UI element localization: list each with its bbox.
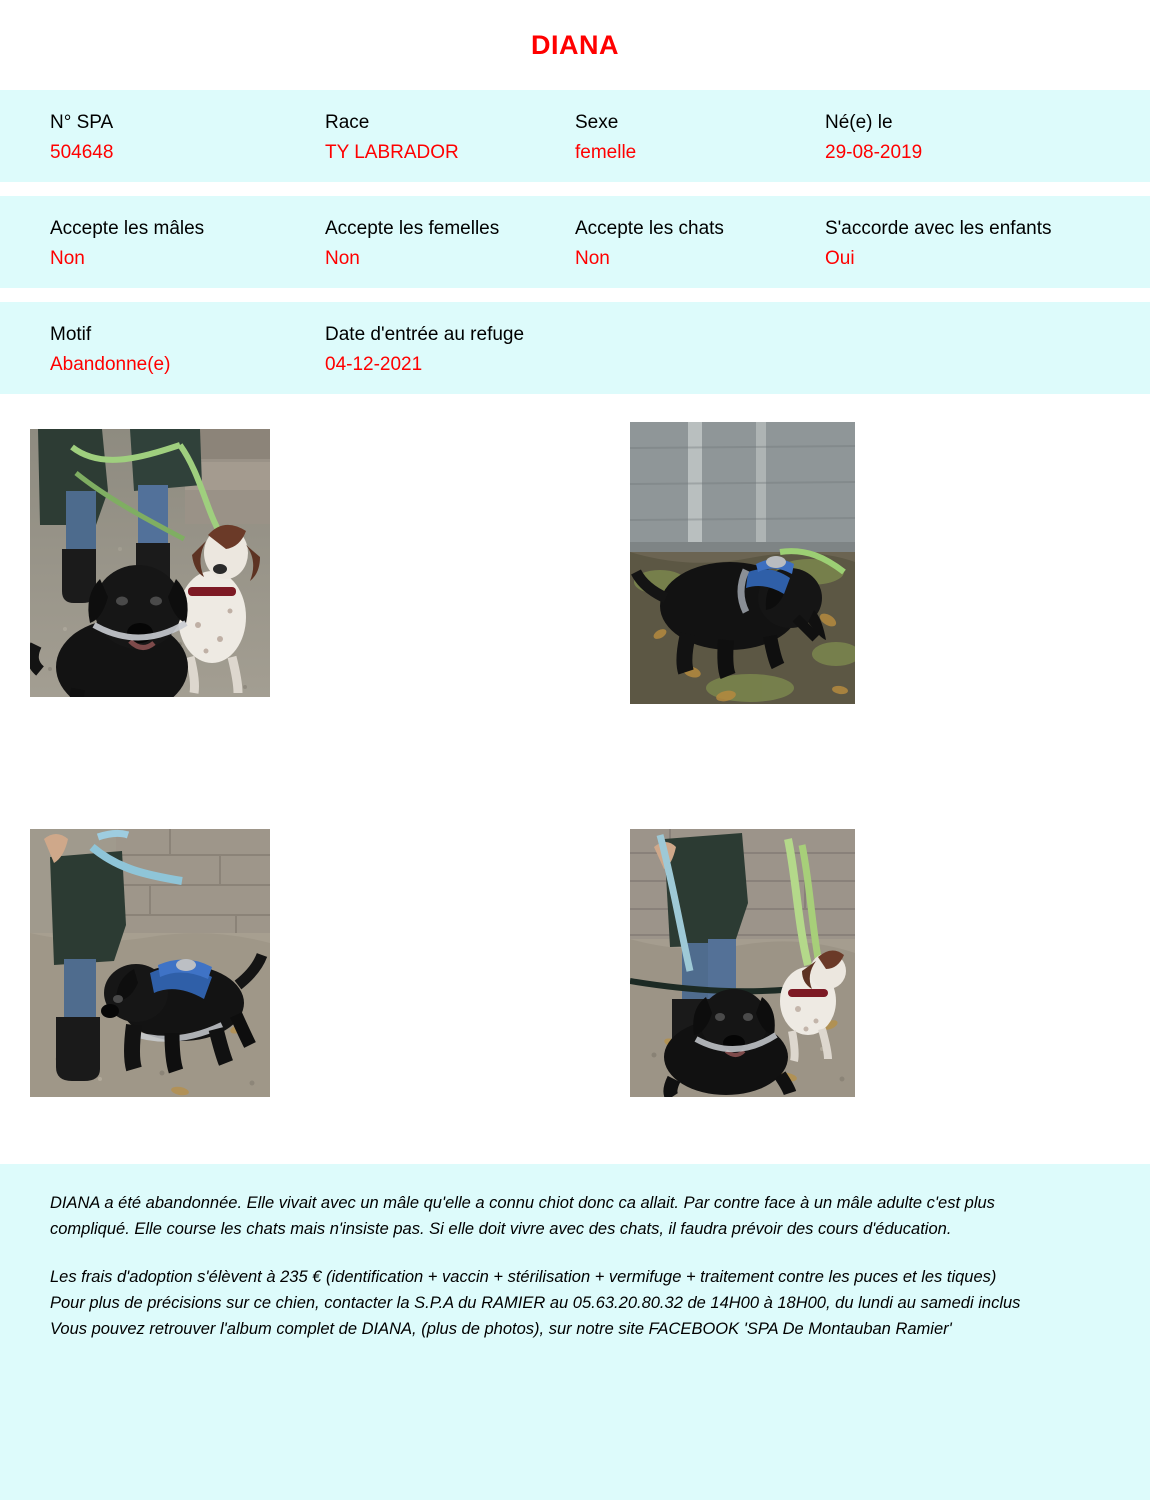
info-cell-spa-number [0,90,275,182]
photo-black-dog-lying-with-handler [630,829,855,1097]
info-row-1 [0,90,1150,182]
value-spa-number: 504648 [50,142,114,163]
description-p1-line2: compliqué. Elle course les chats mais n'insiste pas. Si elle doit vivre avec des chats, il faudra prévoir des cours d'éducation. [50,1220,952,1238]
value-shelter-entry-date: 04-12-2021 [325,354,423,375]
title-bar [0,0,1150,90]
info-cell-good-with-children [825,196,1100,288]
label-accepts-females: Accepte les femelles [325,218,500,239]
photo-4-image [630,829,855,1097]
info-cell-accepts-females [275,196,550,288]
info-cell-accepts-males [0,196,275,288]
page-title: DIANA [531,29,619,60]
info-cell-empty-1 [550,302,825,394]
info-cell-shelter-entry-date [275,302,550,394]
info-row-2 [0,196,1150,288]
value-birthdate: 29-08-2019 [825,142,923,163]
value-accepts-females: Non [325,248,360,269]
label-shelter-entry-date: Date d'entrée au refuge [325,324,525,345]
value-breed: TY LABRADOR [325,142,459,163]
description-p1-line1: DIANA a été abandonnée. Elle vivait avec un mâle qu'elle a connu chiot donc ca allait. Par contre face à un mâle adulte c'est plus [50,1194,995,1212]
photo-2-image [630,422,855,704]
value-sex: femelle [575,142,637,163]
info-cell-reason [0,302,275,394]
description-block [0,1164,1150,1382]
value-accepts-males: Non [50,248,85,269]
row-separator-2 [0,288,1150,302]
info-cell-accepts-cats [550,196,825,288]
info-table [0,90,1150,394]
photo-1-image [30,429,270,697]
info-cell-birthdate [825,90,1100,182]
photo-black-dog-blue-harness [30,829,270,1097]
photo-gallery [0,394,1150,1164]
info-cell-empty-2 [825,302,1100,394]
info-cell-breed [275,90,550,182]
label-accepts-males: Accepte les mâles [50,218,205,239]
label-good-with-children: S'accorde avec les enfants [825,218,1052,239]
value-good-with-children: Oui [825,248,855,269]
description-spacer [50,1242,1100,1264]
label-sex: Sexe [575,112,619,133]
row-separator-1 [0,182,1150,196]
label-accepts-cats: Accepte les chats [575,218,724,239]
value-reason: Abandonne(e) [50,354,171,375]
photo-black-dog-sniffing-leaves [630,422,855,704]
info-row-3 [0,302,1150,394]
label-birthdate: Né(e) le [825,112,893,133]
description-p2-line2: Pour plus de précisions sur ce chien, contacter la S.P.A du RAMIER au 05.63.20.80.32 de 14H00 à 18H00, du lundi au samedi inclus [50,1294,1021,1312]
photo-black-dog-with-white-brown-dog [30,429,270,697]
value-accepts-cats: Non [575,248,610,269]
label-spa-number: N° SPA [50,112,114,133]
label-breed: Race [325,112,370,133]
description-p2-line1: Les frais d'adoption s'élèvent à 235 € (identification + vaccin + stérilisation + vermifuge + traitement contre les puces et les tiques) [50,1268,997,1286]
label-reason: Motif [50,324,92,345]
photo-3-image [30,829,270,1097]
description-p2-line3: Vous pouvez retrouver l'album complet de DIANA, (plus de photos), sur notre site FACEBOOK 'SPA De Montauban Ramier' [50,1320,952,1338]
info-cell-sex [550,90,825,182]
